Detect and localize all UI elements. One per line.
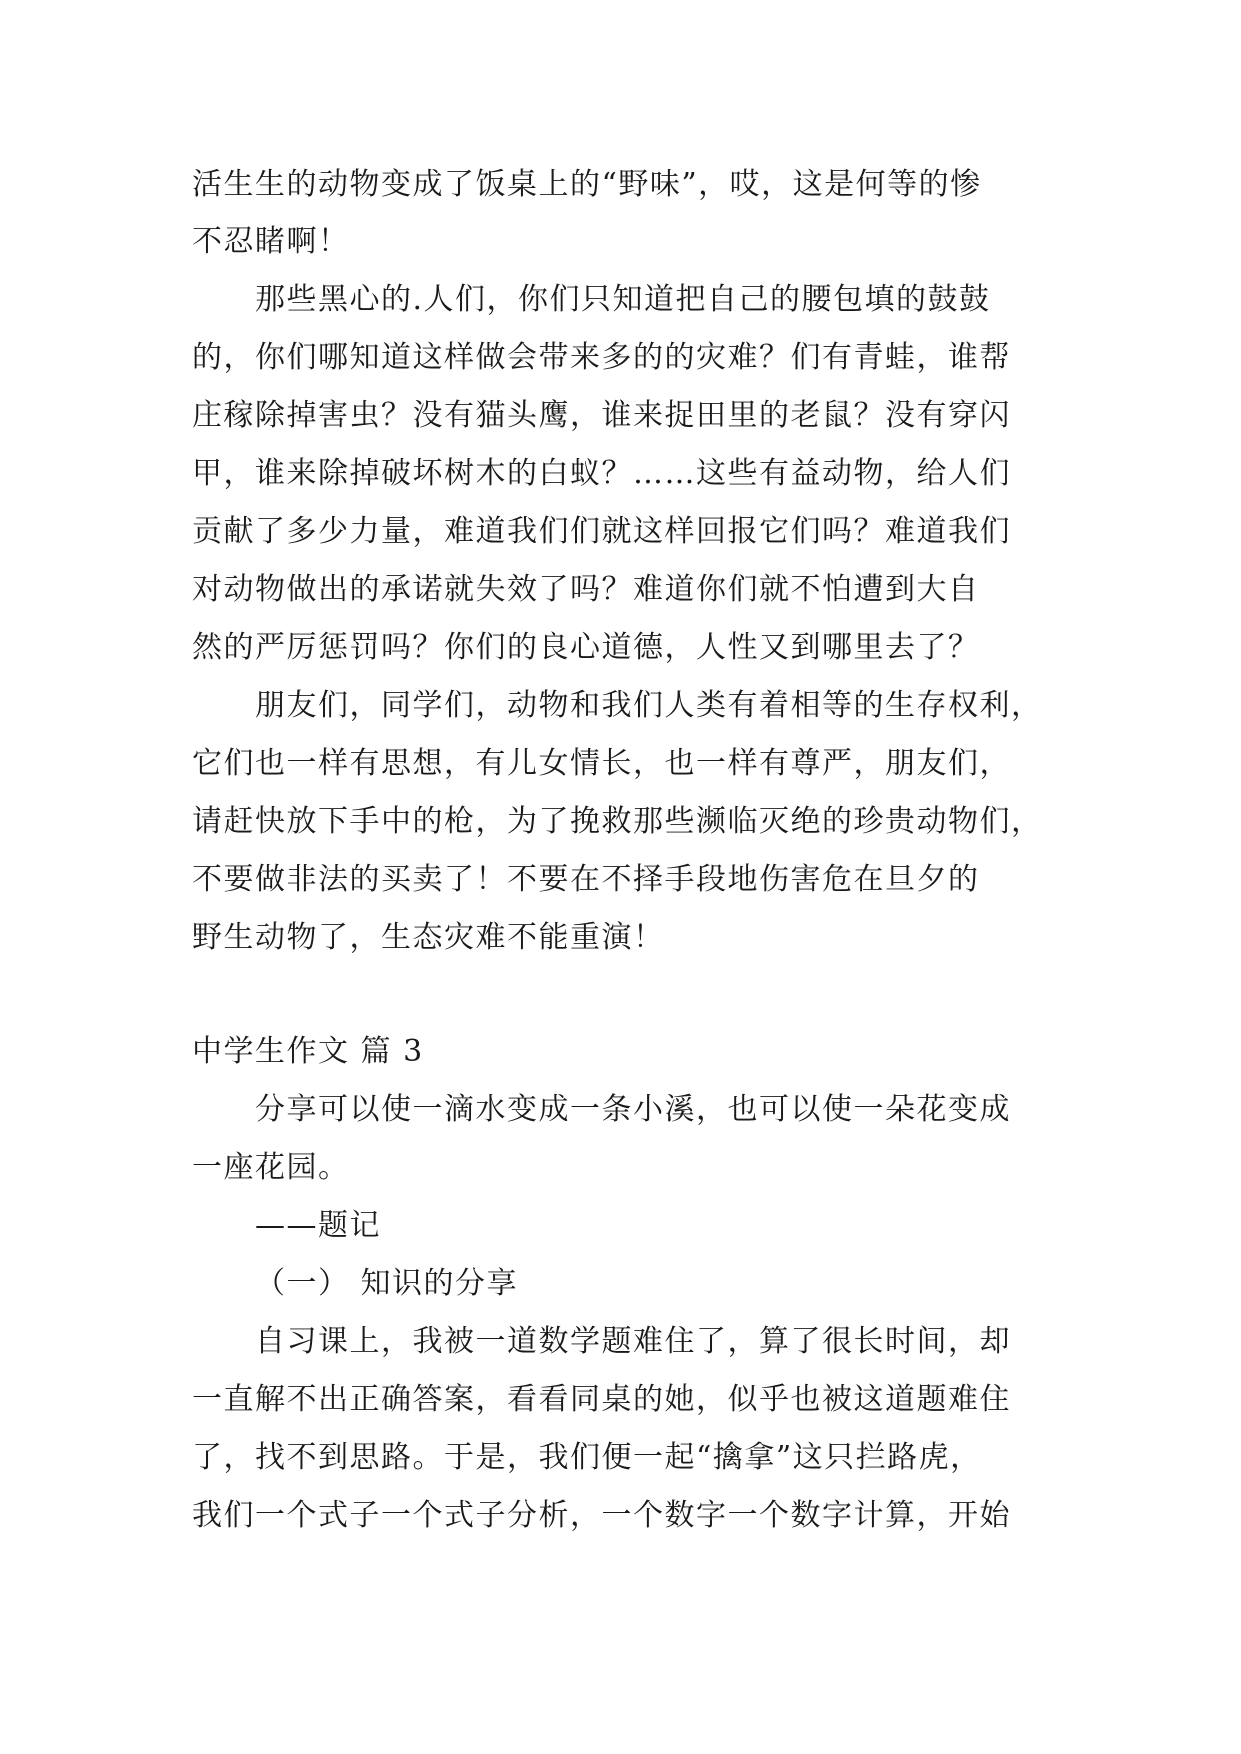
text-line: 不要做非法的买卖了！不要在不择手段地伤害危在旦夕的 (192, 862, 980, 897)
subsection-heading: （一） 知识的分享 (255, 1266, 519, 1301)
text-line: 活生生的动物变成了饭桌上的“野味”，哎，这是何等的惨 (192, 167, 982, 202)
text-line: 野生动物了，生态灾难不能重演！ (192, 920, 665, 955)
text-line: 然的严厉惩罚吗？你们的良心道德，人性又到哪里去了？ (192, 630, 980, 665)
text-line: 一座花园。 (192, 1150, 350, 1185)
paragraph-start-line: 分享可以使一滴水变成一条小溪，也可以使一朵花变成 (255, 1092, 1011, 1127)
epigraph-attribution: ——题记 (255, 1208, 381, 1243)
paragraph-start-line: 那些黑心的.人们，你们只知道把自己的腰包填的鼓鼓 (255, 282, 991, 317)
text-line: 对动物做出的承诺就失效了吗？难道你们就不怕遭到大自 (192, 572, 980, 607)
text-line: 贡献了多少力量，难道我们们就这样回报它们吗？难道我们 (192, 514, 1011, 549)
text-line: 我们一个式子一个式子分析，一个数字一个数字计算，开始 (192, 1498, 1011, 1533)
text-line: 一直解不出正确答案，看看同桌的她，似乎也被这道题难住 (192, 1382, 1011, 1417)
text-line: 请赶快放下手中的枪，为了挽救那些濒临灭绝的珍贵动物们， (192, 804, 1043, 839)
text-line: 庄稼除掉害虫？没有猫头鹰，谁来捉田里的老鼠？没有穿闪 (192, 398, 1011, 433)
text-line: 的，你们哪知道这样做会带来多的的灾难？们有青蛙，谁帮 (192, 340, 1011, 375)
text-line: 甲，谁来除掉破坏树木的白蚁？……这些有益动物，给人们 (192, 456, 1011, 491)
text-line: 不忍睹啊！ (192, 224, 350, 259)
text-line: 了，找不到思路。于是，我们便一起“擒拿”这只拦路虎， (192, 1440, 982, 1475)
paragraph-start-line: 朋友们，同学们，动物和我们人类有着相等的生存权利， (255, 688, 1043, 723)
paragraph-start-line: 自习课上，我被一道数学题难住了，算了很长时间，却 (255, 1324, 1011, 1359)
text-line: 它们也一样有思想，有儿女情长，也一样有尊严，朋友们， (192, 746, 1011, 781)
section-heading: 中学生作文 篇 3 (192, 1034, 424, 1069)
